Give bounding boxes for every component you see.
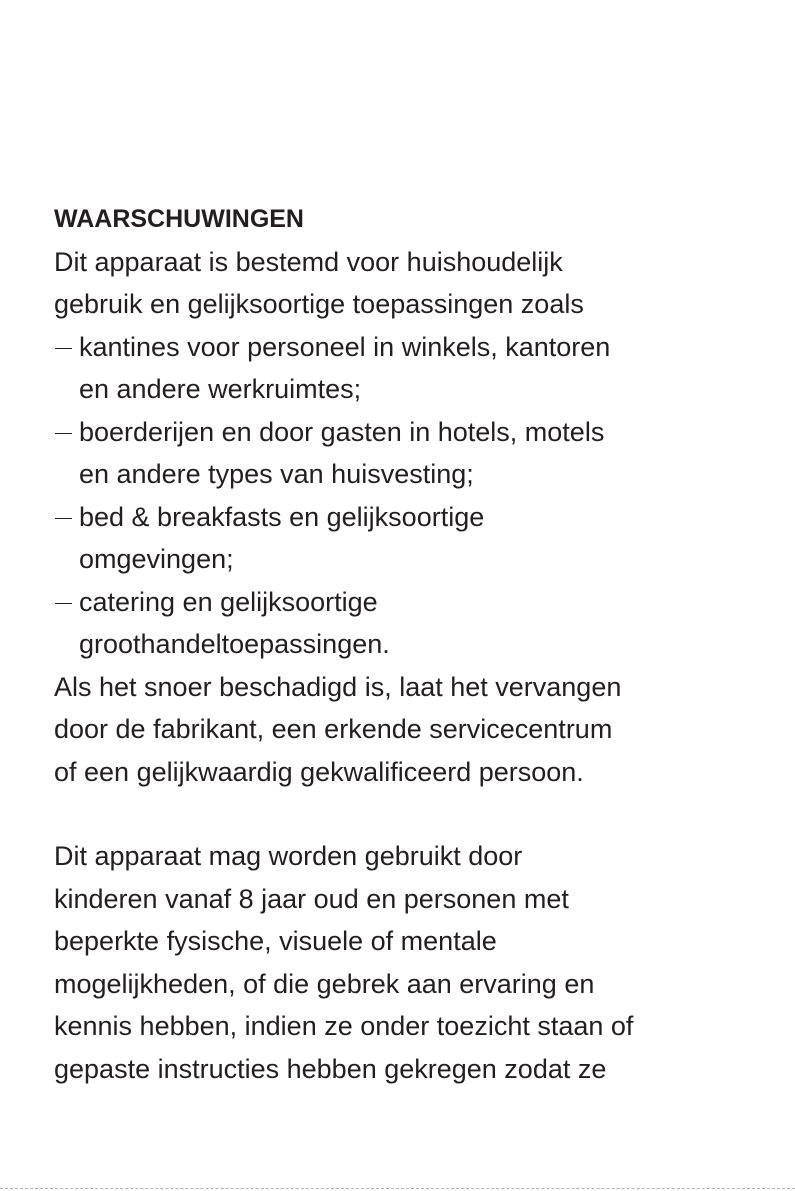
- children-warning-line: beperkte fysische, visuele of mentale: [54, 926, 497, 956]
- cord-warning-line: of een gelijkwaardig gekwalificeerd persoon.: [54, 756, 584, 787]
- list-item-line: catering en gelijksoortige: [79, 586, 378, 617]
- list-item: [54, 496, 774, 581]
- children-warning-line: kennis hebben, indien ze onder toezicht staan of: [54, 1011, 634, 1041]
- warnings-section: [54, 198, 774, 1090]
- list-item: [54, 326, 774, 411]
- children-warning-line: gepaste instructies hebben gekregen zodat ze: [54, 1053, 607, 1084]
- list-item-line: omgevingen;: [79, 544, 234, 574]
- list-item: [54, 581, 774, 666]
- list-item-line: en andere werkruimtes;: [79, 374, 362, 404]
- children-warning-line: mogelijkheden, of die gebrek aan ervaring en: [54, 968, 595, 999]
- children-warning-line: kinderen vanaf 8 jaar oud en personen met: [54, 883, 569, 914]
- list-item-line: kantines voor personeel in winkels, kantoren: [79, 331, 611, 362]
- cord-warning-line: Als het snoer beschadigd is, laat het vervangen: [54, 671, 622, 702]
- warnings-heading: WAARSCHUWINGEN: [54, 205, 304, 233]
- intro-paragraph: [54, 241, 774, 326]
- paragraph-gap: [54, 793, 774, 835]
- children-warning-paragraph: [54, 835, 774, 1090]
- list-item-line: groothandeltoepassingen.: [79, 629, 390, 659]
- cord-warning-paragraph: [54, 666, 774, 794]
- list-item-line: bed & breakfasts en gelijksoortige: [79, 501, 485, 532]
- cord-warning-line: door de fabrikant, een erkende servicecentrum: [54, 714, 613, 744]
- page-bottom-edge: [0, 1188, 795, 1189]
- list-item: [54, 411, 774, 496]
- intro-line: gebruik en gelijksoortige toepassingen zoals: [54, 289, 584, 319]
- intro-line: Dit apparaat is bestemd voor huishoudelijk: [54, 246, 563, 277]
- children-warning-line: Dit apparaat mag worden gebruikt door: [54, 841, 523, 871]
- list-item-line: boerderijen en door gasten in hotels, motels: [79, 416, 605, 447]
- list-item-line: en andere types van huisvesting;: [79, 459, 474, 489]
- usage-list: [54, 326, 774, 666]
